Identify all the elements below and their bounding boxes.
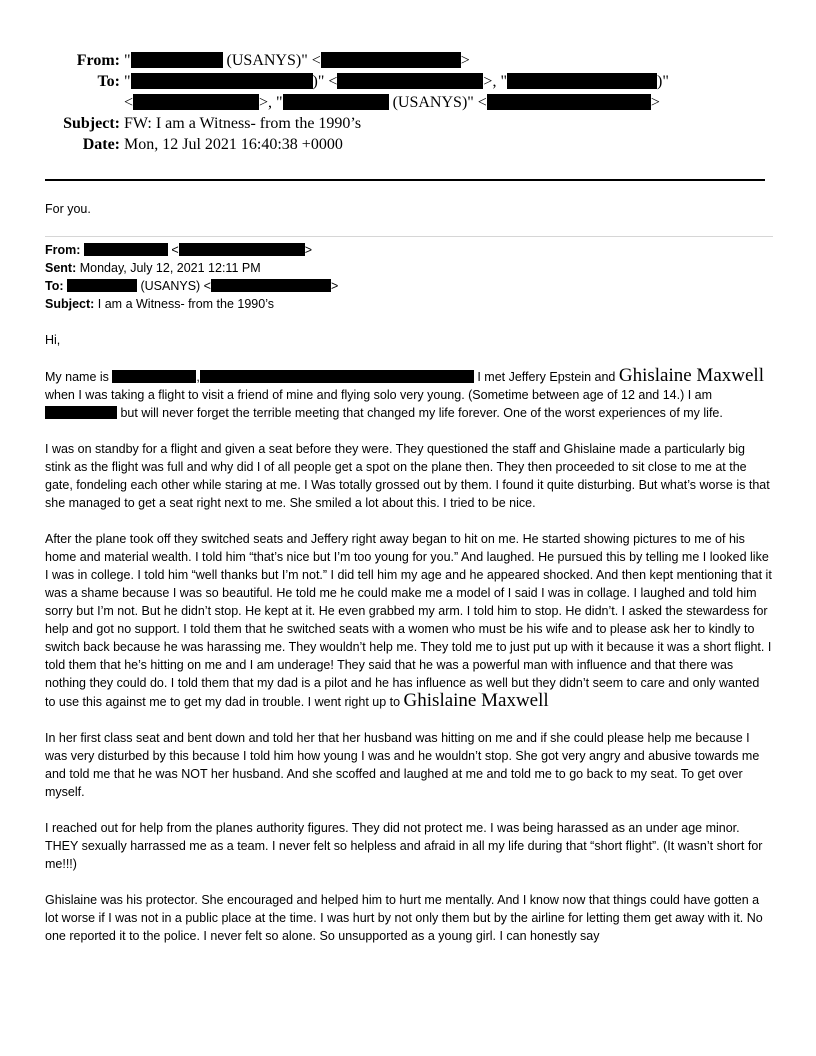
header-to-value-2: < >, " (USANYS)" < > [124, 94, 660, 111]
redaction-block [112, 370, 196, 383]
paragraph-1: My name is , I met Jeffery Epstein and Ghislaine Maxwell when I was taking a flight to visit a friend of mine and flying solo very young. (Sometime between age of 12 and 14.) I am but will never forget the terrible meeting that changed my life forever. One of the worst experiences of my life. [45, 365, 764, 420]
header-to-row-2 [40, 92, 780, 113]
redaction-block [131, 73, 313, 89]
header-from-row [40, 50, 780, 71]
header-to-label: To: [97, 73, 120, 90]
forwarded-sent-row: Sent: Monday, July 12, 2021 12:11 PM [45, 261, 261, 275]
paragraph-3-continued: In her first class seat and bent down and told her that her husband was hitting on me and if she could please help me because I was very disturbed by this because I told him how young I was and he wouldn’t stop. She got very angry and abusive towards me and told me that he was NOT her husband. And she scoffed and laughed at me and told me to go back to my seat. To get over myself. [45, 731, 760, 799]
forwarded-to-row: To: (USANYS) < > [45, 279, 339, 293]
email-body [45, 200, 773, 963]
forwarded-from-row: From: < > [45, 243, 312, 257]
header-from-label: From: [76, 52, 120, 69]
paragraph-5: Ghislaine was his protector. She encouraged and helped him to hurt me mentally. And I know now that things could have gotten a lot worse if I was not in a public place at the time. I was hurt by not only them but by the airline for letting them get away with it. No one reported it to the police. I never felt so alone. So unsupported as a young girl. I can honestly say [45, 893, 763, 943]
redaction-block [283, 94, 389, 110]
greeting: Hi, [45, 333, 61, 347]
redaction-block [337, 73, 483, 89]
forward-note: For you. [45, 202, 91, 216]
header-from-value: " (USANYS)" < > [124, 52, 470, 69]
forwarded-subject-row: Subject: I am a Witness- from the 1990’s [45, 297, 275, 311]
redaction-block [45, 406, 117, 419]
forward-divider [45, 236, 773, 237]
header-divider [45, 179, 765, 181]
header-subject-row [40, 113, 780, 134]
header-to-value: " )" < >, " )" [124, 73, 669, 90]
redaction-block [507, 73, 657, 89]
redaction-block [200, 370, 474, 383]
redaction-block [84, 243, 168, 256]
name-ghislaine-maxwell: Ghislaine Maxwell [618, 365, 764, 386]
redaction-block [179, 243, 305, 256]
redaction-block [487, 94, 651, 110]
paragraph-3: After the plane took off they switched seats and Jeffery right away began to hit on me. He started showing pictures to me of his home and material wealth. I told him “that’s nice but I’m too young for you.” And laughed. He pursued this by telling me I looked like I was in college. I told him “well thanks but I’m not.” I did tell him my age and he appeared shocked. And then kept mentioning that it was a shame because I was so beautiful. He told me he could make me a model of I said I was in collage. I laughed and told him sorry but I’m not. But he didn’t stop. He kept at it. He even grabbed my arm. I told him to stop. He didn’t. I asked the stewardess for help and got no support. I told them that he switched seats with a women who must be his wife and to please ask her to kindly to switch back because he was harassing me. They wouldn’t help me. They told me to just put up with it because it was a short flight. I told them that he’s hitting on me and I am underage! They said that he was a powerful man with influence and that there was nothing they could do. I told them that my dad is a pilot and he has influence as well but they didn’t seem to care and only wanted to use this against me to get my dad in trouble. I went right up to Ghislaine Maxwell [45, 532, 772, 711]
redaction-block [321, 52, 461, 68]
name-ghislaine-maxwell-2: Ghislaine Maxwell [403, 690, 549, 711]
header-subject-value: FW: I am a Witness- from the 1990’s [124, 115, 362, 132]
redaction-block [131, 52, 223, 68]
paragraph-4: I reached out for help from the planes authority figures. They did not protect me. I was being harassed as an under age minor. THEY sexually harrassed me as a team. I never felt so helpless and afraid in all my life during that “short flight”. (It wasn’t short for me!!!) [45, 821, 763, 871]
header-date-label: Date: [82, 136, 120, 153]
header-subject-label: Subject: [63, 115, 120, 132]
redaction-block [211, 279, 331, 292]
redaction-block [67, 279, 137, 292]
header-date-value: Mon, 12 Jul 2021 16:40:38 +0000 [124, 136, 343, 153]
redaction-block [133, 94, 259, 110]
header-date-row [40, 134, 780, 155]
email-header [40, 50, 780, 155]
header-to-row [40, 71, 780, 92]
forwarded-header [45, 241, 773, 313]
paragraph-2: I was on standby for a flight and given a seat before they were. They questioned the staff and Ghislaine made a particularly big stink as the flight was full and why did I of all people get a spot on the plane then. They then proceeded to sit close to me at the gate, fondeling each other while staring at me. I Was totally grossed out by them. I found it quite disturbing. But what’s worse is that she managed to get a seat right next to me. She smiled a lot about this. I tried to be nice. [45, 442, 770, 510]
